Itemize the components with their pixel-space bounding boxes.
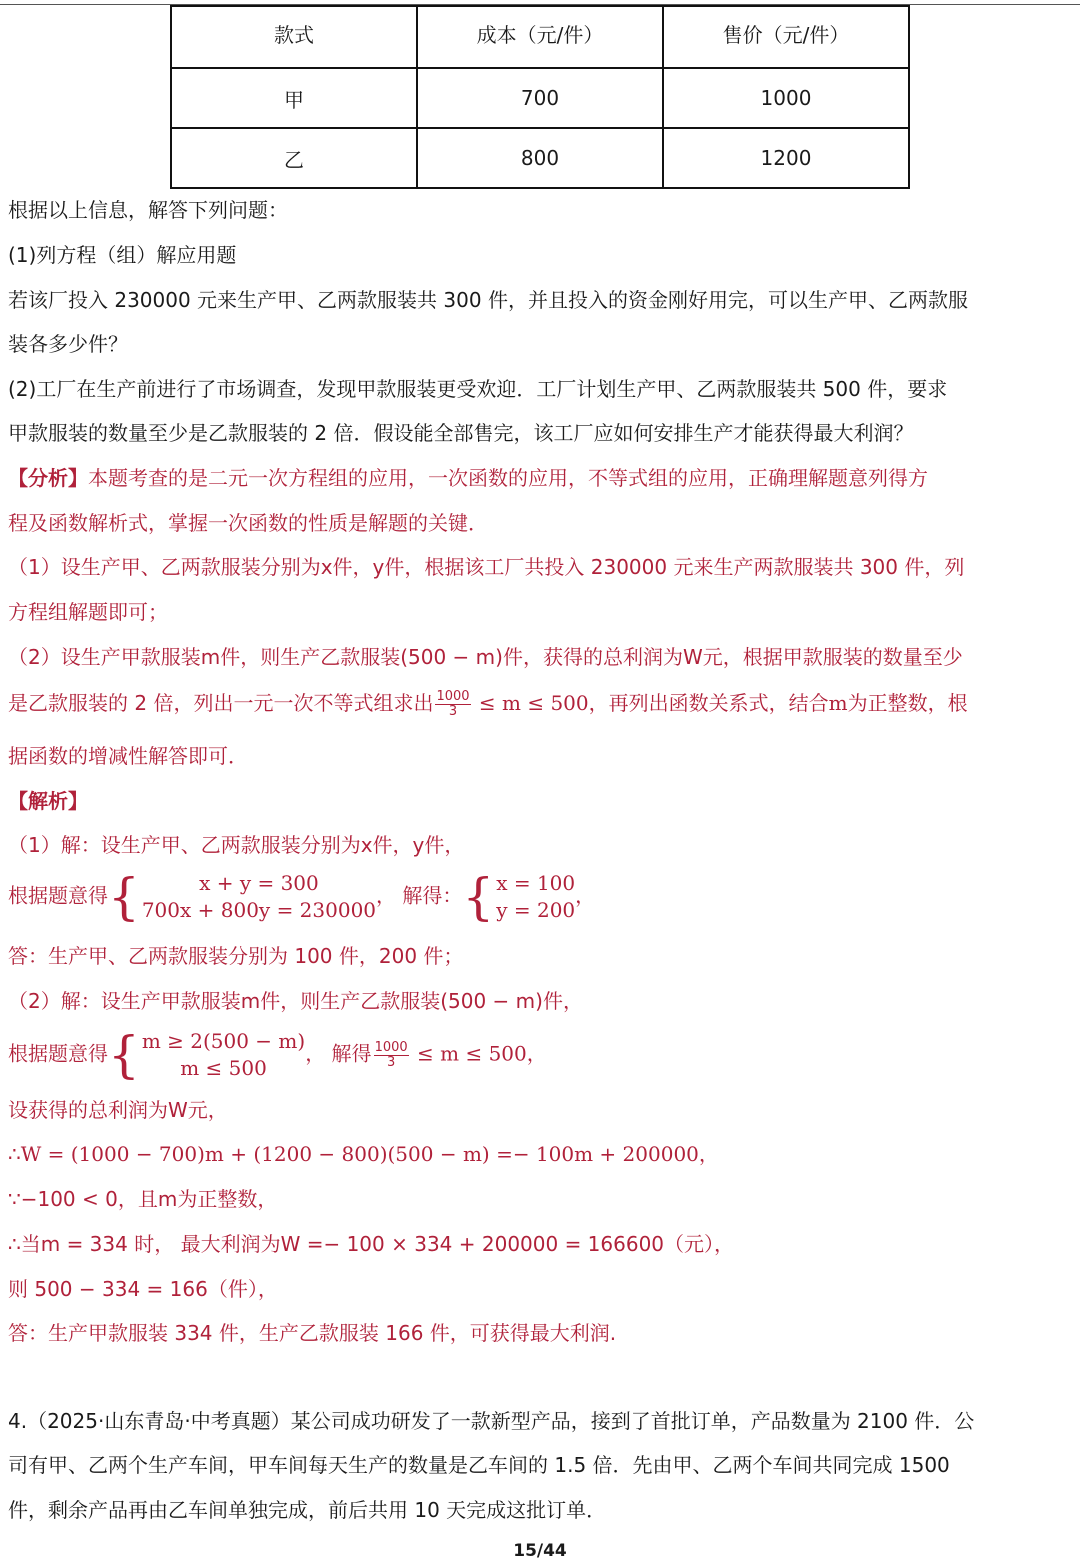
solution-2-setup: （2）解：设生产甲款服装m件，则生产乙款服装(500 − m)件，: [8, 989, 583, 1013]
equation: x + y = 300: [199, 871, 319, 895]
table-cell: 800: [417, 128, 663, 188]
solution-1-system: [8, 870, 595, 924]
brace-icon: {: [108, 1026, 140, 1084]
solution-system: [462, 870, 575, 924]
question-4-line-2: 司有甲、乙两个生产车间，甲车间每天生产的数量是乙车间的 1.5 倍．先由甲、乙两个车间共同完成 1500: [8, 1453, 950, 1477]
page-number: 15/44: [513, 1541, 567, 1561]
fraction: [435, 690, 470, 719]
solution-1-answer: 答：生产甲、乙两款服装分别为 100 件，200 件；: [8, 944, 464, 968]
table-row: [171, 68, 909, 128]
solution-text: ， 解得：: [376, 883, 463, 908]
equation: x = 100: [496, 871, 576, 895]
solution-tag: 【解析】: [8, 789, 88, 813]
solution-2-profit-def: 设获得的总利润为W元，: [8, 1098, 228, 1122]
table-cell: 甲: [171, 68, 417, 128]
question-4-line-1: 4.（2025·山东青岛·中考真题）某公司成功研发了一款新型产品，接到了首批订单，产品数量为 2100 件．公: [8, 1409, 975, 1433]
brace-icon: {: [108, 868, 140, 926]
fraction-numerator: 1000: [374, 1039, 408, 1055]
analysis-part-1-cont: 方程组解题即可；: [8, 600, 168, 624]
table-cell: 1000: [663, 68, 909, 128]
analysis-part-1: （1）设生产甲、乙两款服装分别为x件，y件，根据该工厂共投入 230000 元来生产两款服装共 300 件，列: [8, 555, 965, 579]
solution-text: ， 解得: [305, 1041, 372, 1066]
equation-system: [108, 870, 376, 924]
inequality: m ≤ 500: [180, 1056, 267, 1080]
question-intro: 根据以上信息，解答下列问题：: [8, 198, 288, 222]
analysis-line-1: [8, 465, 928, 491]
fraction: [374, 1041, 409, 1070]
solution-2-answer: 答：生产甲款服装 334 件，生产乙款服装 166 件，可获得最大利润.: [8, 1321, 617, 1345]
fraction-denominator: 3: [448, 704, 458, 719]
question-1-title: (1)列方程（组）解应用题: [8, 243, 237, 267]
solution-text: 根据题意得: [8, 1041, 108, 1066]
solution-2-then: 则 500 − 334 = 166（件），: [8, 1277, 278, 1301]
table-header-row: [171, 6, 909, 68]
solution-1-setup: （1）解：设生产甲、乙两款服装分别为x件，y件，: [8, 833, 465, 857]
equation: y = 200: [496, 898, 576, 922]
question-1-text-cont: 装各多少件？: [8, 332, 128, 356]
solution-text: ，: [575, 883, 596, 908]
analysis-tag: 【分析】: [8, 466, 88, 490]
inequality-text: ≤ m ≤ 500，再列出函数关系式，结合m为正整数，根: [472, 691, 968, 715]
inequality-system: [108, 1028, 305, 1082]
price-table: [170, 5, 910, 189]
fraction-denominator: 3: [386, 1054, 396, 1070]
table-cell: 700: [417, 68, 663, 128]
inequality-text: ≤ m ≤ 500，: [410, 1041, 547, 1066]
analysis-text: 本题考查的是二元一次方程组的应用，一次函数的应用，不等式组的应用，正确理解题意列得方: [88, 466, 928, 490]
solution-2-profit-formula: ∴W = (1000 − 700)m + (1200 − 800)(500 − m) =− 100m + 200000，: [8, 1142, 719, 1166]
solution-text: 根据题意得: [8, 883, 108, 908]
analysis-part-2-cont: [8, 690, 968, 719]
inequality: m ≥ 2(500 − m): [141, 1029, 306, 1053]
solution-2-because: ∵−100 < 0，且m为正整数，: [8, 1187, 278, 1211]
solution-2-system: [8, 1028, 547, 1082]
solution-2-max: ∴当m = 334 时， 最大利润为W =− 100 × 334 + 200000 = 166600（元），: [8, 1232, 735, 1256]
header-cell-price: 售价（元/件）: [663, 6, 909, 68]
question-1-text: 若该厂投入 230000 元来生产甲、乙两款服装共 300 件，并且投入的资金刚好用完，可以生产甲、乙两款服: [8, 288, 968, 312]
brace-icon: {: [462, 868, 495, 926]
analysis-part-2-end: 据函数的增减性解答即可．: [8, 744, 248, 768]
question-2-text-cont: 甲款服装的数量至少是乙款服装的 2 倍．假设能全部售完，该工厂应如何安排生产才能获得最大利润？: [8, 421, 914, 445]
analysis-line-2: 程及函数解析式，掌握一次函数的性质是解题的关键．: [8, 511, 488, 535]
question-4-line-3: 件，剩余产品再由乙车间单独完成，前后共用 10 天完成这批订单．: [8, 1498, 607, 1522]
header-cell-style: 款式: [171, 6, 417, 68]
equation: 700x + 800y = 230000: [141, 898, 377, 922]
question-2-text: (2)工厂在生产前进行了市场调查，发现甲款服装更受欢迎．工厂计划生产甲、乙两款服装共 500 件，要求: [8, 377, 948, 401]
analysis-text: 是乙款服装的 2 倍，列出一元一次不等式组求出: [8, 691, 434, 715]
fraction-numerator: 1000: [436, 689, 470, 704]
table-row: [171, 128, 909, 188]
table-cell: 1200: [663, 128, 909, 188]
analysis-part-2: （2）设生产甲款服装m件，则生产乙款服装(500 − m)件，获得的总利润为W元，根据甲款服装的数量至少: [8, 645, 963, 669]
table-cell: 乙: [171, 128, 417, 188]
header-cell-cost: 成本（元/件）: [417, 6, 663, 68]
